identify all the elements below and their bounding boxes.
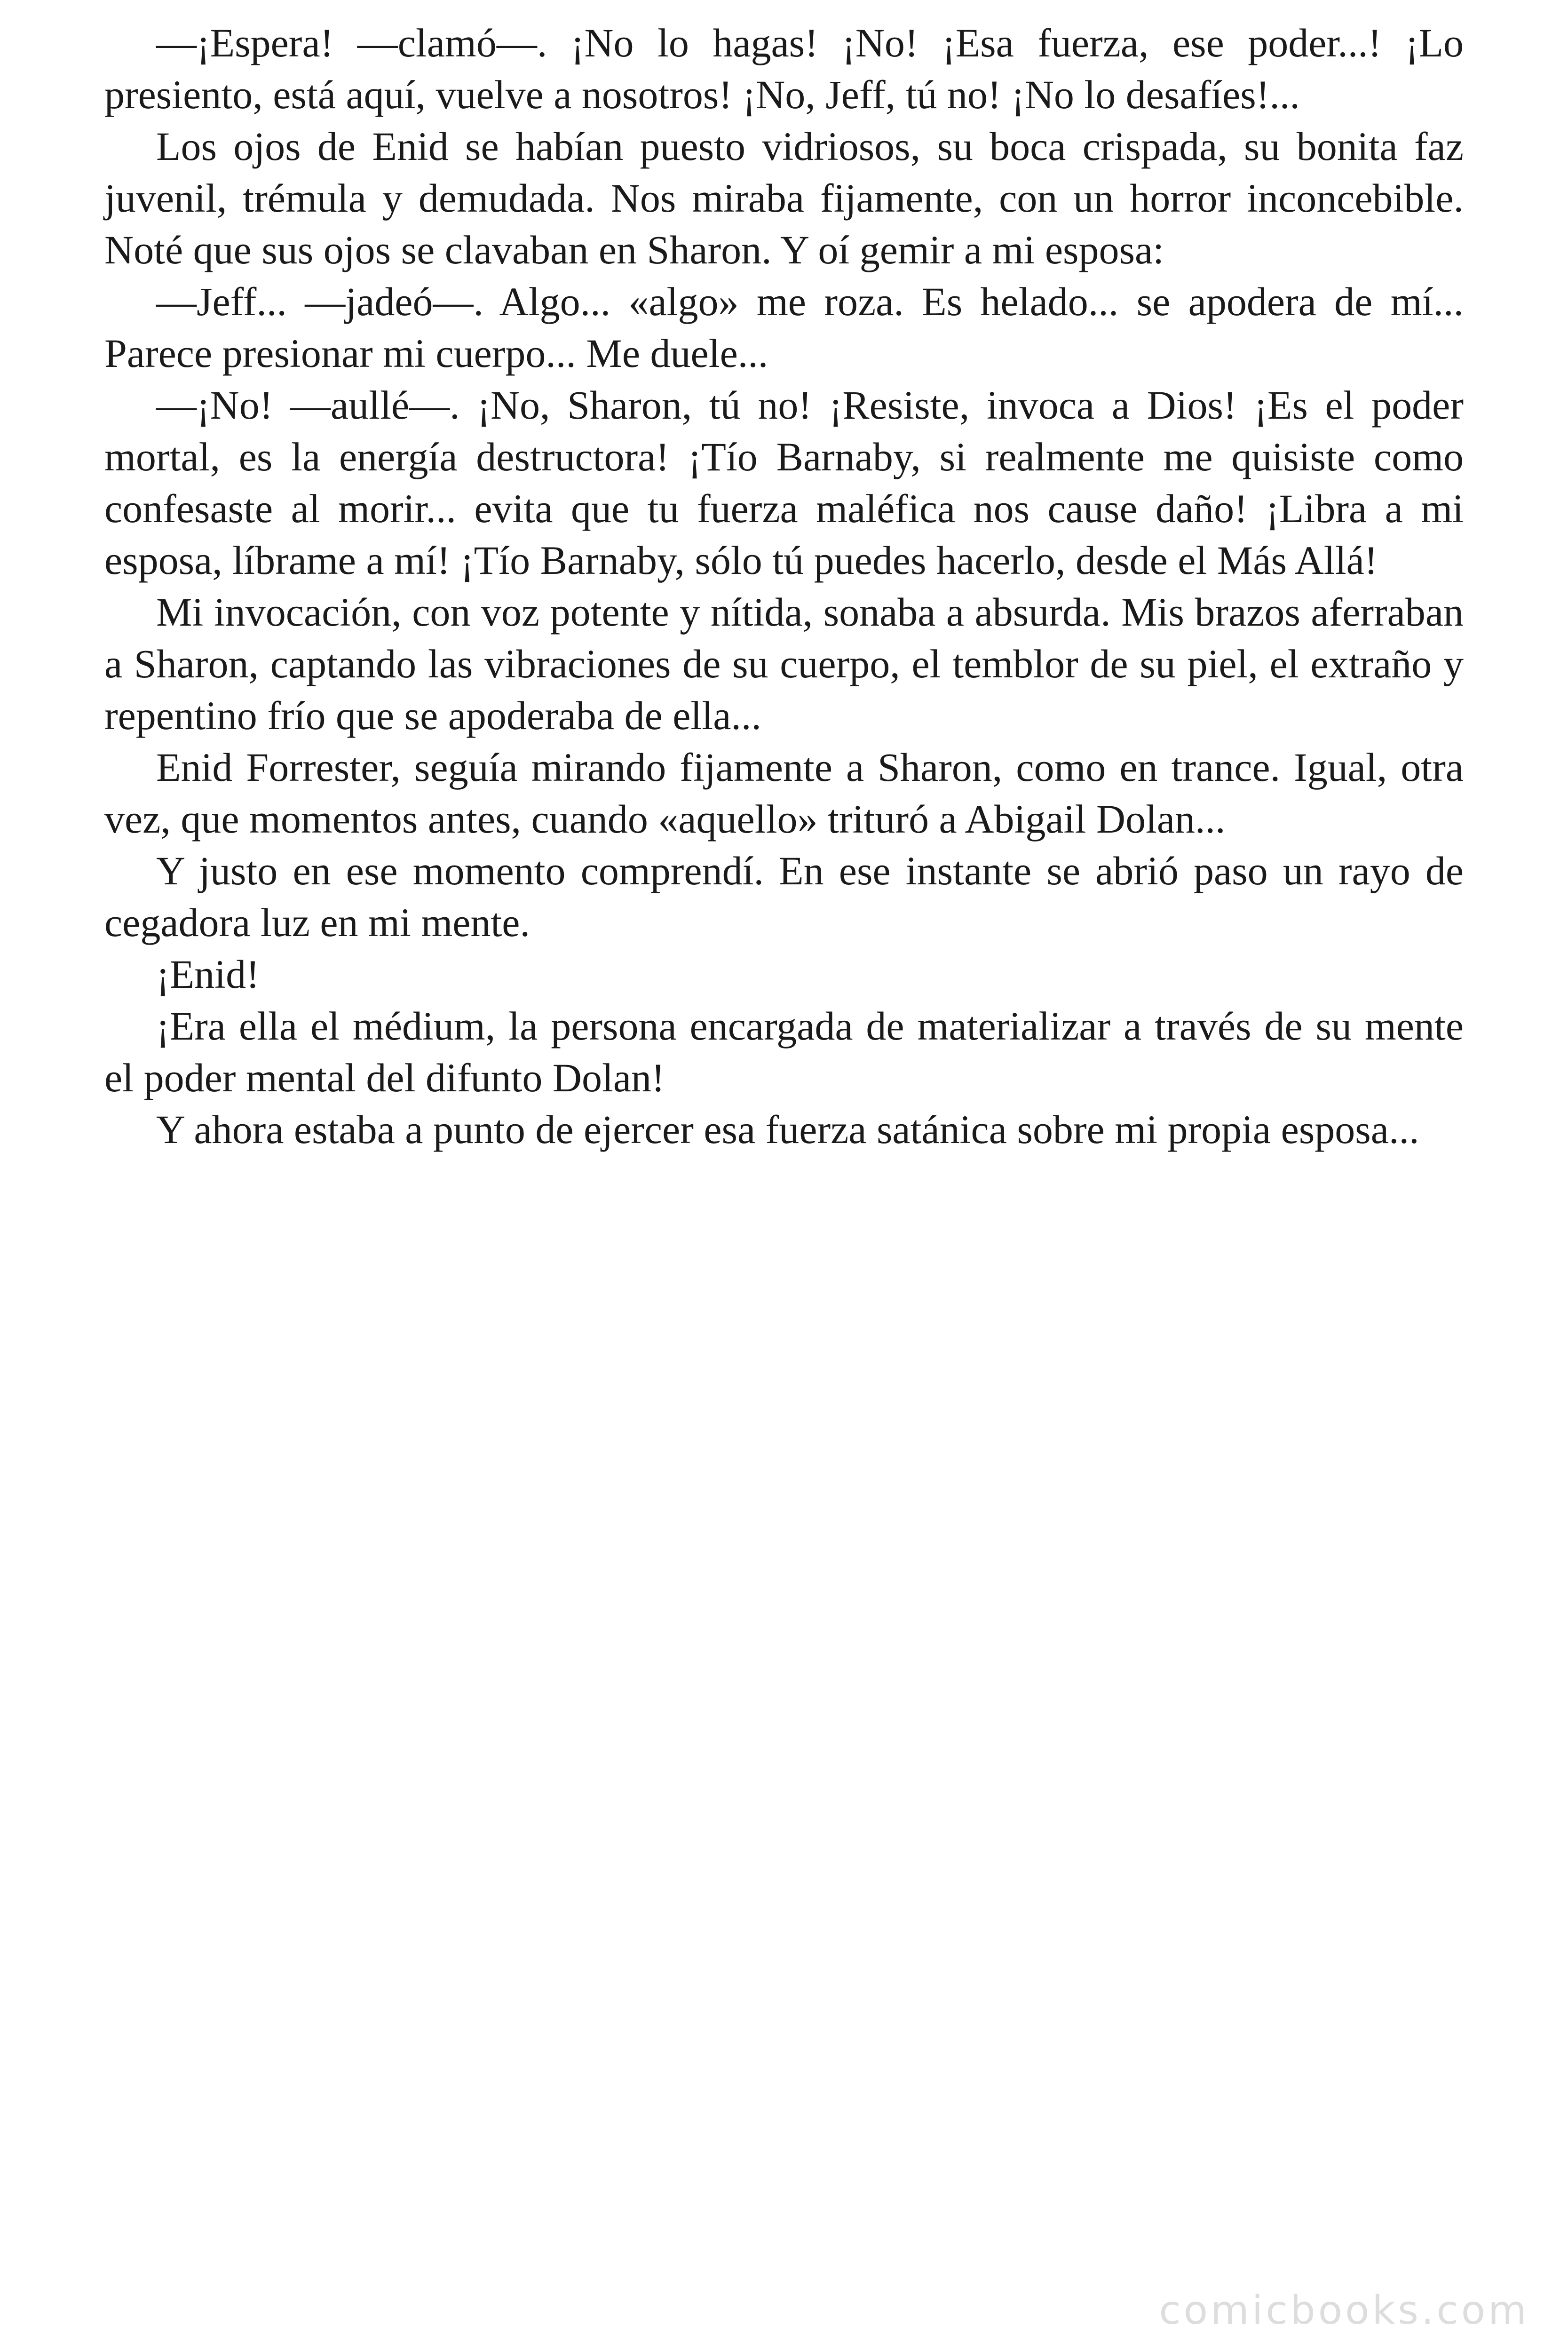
paragraph: —¡Espera! —clamó—. ¡No lo hagas! ¡No! ¡Esa fuerza, ese poder...! ¡Lo presiento, está aquí, vuelve a nosotros! ¡No, Jeff, tú no! ¡No lo desafíes!... bbox=[104, 20, 1464, 117]
watermark: comicbooks.com bbox=[1159, 2287, 1529, 2333]
paragraph: Y ahora estaba a punto de ejercer esa fuerza satánica sobre mi propia esposa... bbox=[156, 1107, 1419, 1152]
paragraph: Los ojos de Enid se habían puesto vidriosos, su boca crispada, su bonita faz juvenil, trémula y demudada. Nos miraba fijamente, con un horror inconcebible. Noté que sus ojos se clavaban en Sharon. Y oí gemir a mi esposa: bbox=[104, 124, 1464, 272]
paragraph: Mi invocación, con voz potente y nítida, sonaba a absurda. Mis brazos aferraban a Sharon, captando las vibraciones de su cuerpo, el temblor de su piel, el extraño y repentino frío que se apoderaba de ella... bbox=[104, 589, 1464, 738]
paragraph: Y justo en ese momento comprendí. En ese instante se abrió paso un rayo de cegadora luz en mi mente. bbox=[104, 848, 1464, 945]
paragraph: ¡Era ella el médium, la persona encargada de materializar a través de su mente el poder mental del difunto Dolan! bbox=[104, 1003, 1464, 1100]
paragraph: —Jeff... —jadeó—. Algo... «algo» me roza. Es helado... se apodera de mí... Parece presionar mi cuerpo... Me duele... bbox=[104, 279, 1464, 376]
paragraph: Enid Forrester, seguía mirando fijamente a Sharon, como en trance. Igual, otra vez, que momentos antes, cuando «aquello» trituró a Abigail Dolan... bbox=[104, 745, 1464, 842]
page-text-body bbox=[104, 17, 1464, 1155]
paragraph: ¡Enid! bbox=[156, 952, 260, 997]
paragraph: —¡No! —aullé—. ¡No, Sharon, tú no! ¡Resiste, invoca a Dios! ¡Es el poder mortal, es la energía destructora! ¡Tío Barnaby, si realmente me quisiste como confesaste al morir... evita que tu fuerza maléfica nos cause daño! ¡Libra a mi esposa, líbrame a mí! ¡Tío Barnaby, sólo tú puedes hacerlo, desde el Más Allá! bbox=[104, 382, 1464, 583]
